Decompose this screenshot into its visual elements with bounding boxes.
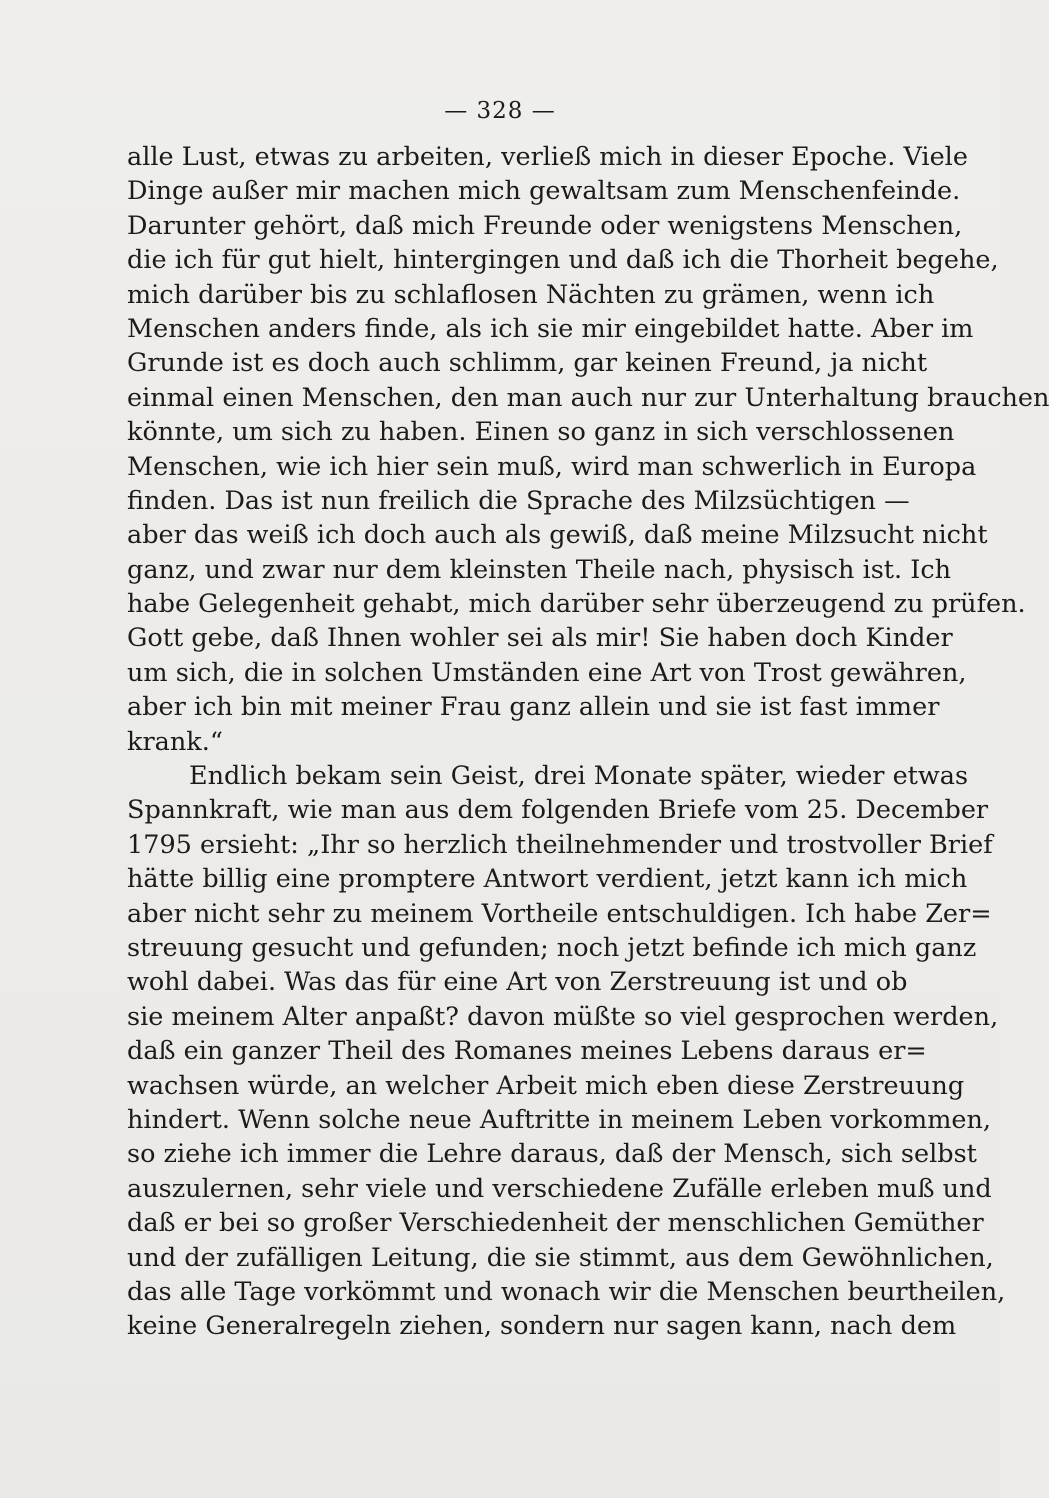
text-line: das alle Tage vorkömmt und wonach wir die Menschen beurtheilen, bbox=[127, 1276, 1006, 1307]
text-line: wohl dabei. Was das für eine Art von Zerstreuung ist und ob bbox=[127, 967, 908, 998]
text-line: könnte, um sich zu haben. Einen so ganz in sich verschlossenen bbox=[127, 417, 955, 448]
text-line: alle Lust, etwas zu arbeiten, verließ mich in dieser Epoche. Viele bbox=[127, 142, 968, 172]
text-line: ganz, und zwar nur dem kleinsten Theile nach, physisch ist. Ich bbox=[127, 554, 952, 585]
text-line: Gott gebe, daß Ihnen wohler sei als mir! Sie haben doch Kinder bbox=[127, 623, 953, 654]
text-line: daß er bei so großer Verschiedenheit der menschlichen Gemüther bbox=[127, 1208, 984, 1239]
text-line: einmal einen Menschen, den man auch nur zur Unterhaltung brauchen bbox=[127, 382, 1049, 413]
text-line: mich darüber bis zu schlaflosen Nächten zu grämen, wenn ich bbox=[127, 279, 935, 310]
text-line: wachsen würde, an welcher Arbeit mich eben diese Zerstreuung bbox=[127, 1070, 965, 1101]
body-text bbox=[127, 140, 1049, 1344]
text-line: Spannkraft, wie man aus dem folgenden Briefe vom 25. December bbox=[127, 795, 989, 826]
text-line: krank.“ bbox=[127, 726, 223, 757]
text-line: Grunde ist es doch auch schlimm, gar keinen Freund, ja nicht bbox=[127, 348, 928, 379]
text-line: aber das weiß ich doch auch als gewiß, daß meine Milzsucht nicht bbox=[127, 520, 988, 551]
text-line: hätte billig eine promptere Antwort verdient, jetzt kann ich mich bbox=[127, 864, 968, 895]
text-line: Dinge außer mir machen mich gewaltsam zum Menschenfeinde. bbox=[127, 176, 961, 207]
text-line: aber ich bin mit meiner Frau ganz allein und sie ist fast immer bbox=[127, 692, 940, 723]
text-line: streuung gesucht und gefunden; noch jetzt befinde ich mich ganz bbox=[127, 932, 977, 963]
text-line: auszulernen, sehr viele und verschiedene Zufälle erleben muß und bbox=[127, 1173, 992, 1204]
text-line: die ich für gut hielt, hintergingen und daß ich die Thorheit begehe, bbox=[127, 245, 999, 276]
text-line: und der zufälligen Leitung, die sie stimmt, aus dem Gewöhnlichen, bbox=[127, 1242, 994, 1273]
text-line: Menschen, wie ich hier sein muß, wird man schwerlich in Europa bbox=[127, 451, 977, 482]
paragraph-start-line: Endlich bekam sein Geist, drei Monate später, wieder etwas bbox=[189, 761, 969, 792]
text-line: 1795 ersieht: „Ihr so herzlich theilnehmender und trostvoller Brief bbox=[127, 829, 993, 860]
text-line: Darunter gehört, daß mich Freunde oder wenigstens Menschen, bbox=[127, 210, 963, 241]
text-line: aber nicht sehr zu meinem Vortheile entschuldigen. Ich habe Zer= bbox=[127, 898, 992, 929]
text-line: Menschen anders finde, als ich sie mir eingebildet hatte. Aber im bbox=[127, 313, 974, 344]
text-line: daß ein ganzer Theil des Romanes meines Lebens daraus er= bbox=[127, 1036, 927, 1067]
text-line: um sich, die in solchen Umständen eine Art von Trost gewähren, bbox=[127, 657, 967, 688]
text-line: keine Generalregeln ziehen, sondern nur sagen kann, nach dem bbox=[127, 1311, 957, 1342]
text-line: finden. Das ist nun freilich die Sprache des Milzsüchtigen — bbox=[127, 485, 910, 516]
text-line: sie meinem Alter anpaßt? davon müßte so viel gesprochen werden, bbox=[127, 1001, 999, 1032]
text-line: habe Gelegenheit gehabt, mich darüber sehr überzeugend zu prüfen. bbox=[127, 589, 1026, 620]
page-number: — 328 — bbox=[444, 98, 556, 124]
text-line: so ziehe ich immer die Lehre daraus, daß der Mensch, sich selbst bbox=[127, 1139, 977, 1170]
text-line: hindert. Wenn solche neue Auftritte in meinem Leben vorkommen, bbox=[127, 1104, 992, 1135]
